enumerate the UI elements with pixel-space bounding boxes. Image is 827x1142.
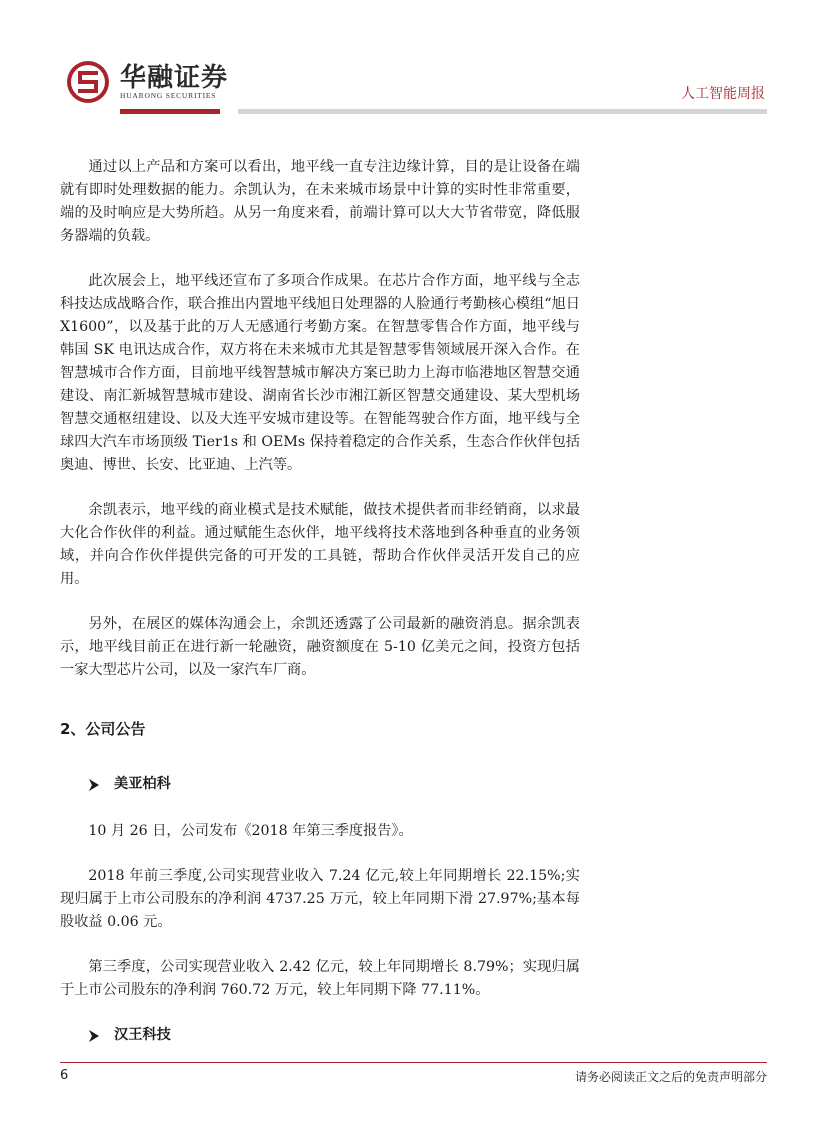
arrow-bullet-icon bbox=[88, 778, 100, 792]
company-name: 美亚柏科 bbox=[114, 776, 171, 792]
main-content bbox=[60, 156, 580, 1071]
disclaimer-text: 请务必阅读正文之后的免责声明部分 bbox=[574, 1070, 767, 1084]
brand-name-en: HUARONG SECURITIES bbox=[120, 91, 217, 100]
paragraph: 通过以上产品和方案可以看出，地平线一直专注边缘计算，目的是让设备在端就有即时处理数据的能力。余凯认为，在未来城市场景中计算的实时性非常重要，端的及时响应是大势所趋。从另一角度来看，前端计算可以大大节省带宽，降低服务器端的负载。 bbox=[60, 159, 580, 244]
brand-name-cn: 华融证券 bbox=[120, 63, 229, 93]
paragraph: 10 月 26 日，公司发布《2018 年第三季度报告》。 bbox=[88, 823, 413, 839]
section-heading: 2、公司公告 bbox=[60, 720, 146, 738]
page-header bbox=[0, 0, 827, 120]
paragraph: 另外，在展区的媒体沟通会上，余凯还透露了公司最新的融资消息。据余凯表示，地平线目前正在进行新一轮融资，融资额度在 5-10 亿美元之间，投资方包括一家大型芯片公司，以及一家汽车厂商。 bbox=[60, 616, 580, 678]
header-accent-bar bbox=[120, 109, 220, 114]
header-gray-bar bbox=[238, 109, 767, 114]
arrow-bullet-icon bbox=[88, 1029, 100, 1043]
paragraph: 第三季度，公司实现营业收入 2.42 亿元，较上年同期增长 8.79%；实现归属于上市公司股东的净利润 760.72 万元，较上年同期下降 77.11%。 bbox=[60, 959, 580, 998]
paragraph: 2018 年前三季度,公司实现营业收入 7.24 亿元,较上年同期增长 22.15%;实现归属于上市公司股东的净利润 4737.25 万元，较上年同期下滑 27.97%;基本每股收益 0.06 元。 bbox=[60, 868, 580, 930]
huarong-logo-icon bbox=[66, 60, 110, 104]
paragraph: 余凯表示，地平线的商业模式是技术赋能，做技术提供者而非经销商，以求最大化合作伙伴的利益。通过赋能生态伙伴，地平线将技术落地到各种垂直的业务领域，并向合作伙伴提供完备的可开发的工具链，帮助合作伙伴灵活开发自己的应用。 bbox=[60, 502, 580, 587]
company-name: 汉王科技 bbox=[114, 1027, 171, 1043]
company-item bbox=[88, 1024, 580, 1047]
paragraph: 此次展会上，地平线还宣布了多项合作成果。在芯片合作方面，地平线与全志科技达成战略合作，联合推出内置地平线旭日处理器的人脸通行考勤核心模组“旭日 X1600”，以及基于此的万人无感通行考勤方案。在智慧零售合作方面，地平线与韩国 SK 电讯达成合作，双方将在未来城市尤其是智慧零售领域展开深入合作。在智慧城市合作方面，目前地平线智慧城市解决方案已助力上海市临港地区智慧交通建设、南汇新城智慧城市建设、湖南省长沙市湘江新区智慧交通建设、某大型机场智慧交通枢纽建设、以及大连平安城市建设等。在智能驾驶合作方面，地平线与全球四大汽车市场顶级 Tier1s 和 OEMs 保持着稳定的合作关系，生态合作伙伴包括奥迪、博世、长安、比亚迪、上汽等。 bbox=[60, 273, 580, 473]
report-title: 人工智能周报 bbox=[681, 86, 765, 102]
page-number: 6 bbox=[60, 1068, 69, 1083]
footer-divider bbox=[60, 1062, 767, 1063]
company-item bbox=[88, 773, 580, 796]
